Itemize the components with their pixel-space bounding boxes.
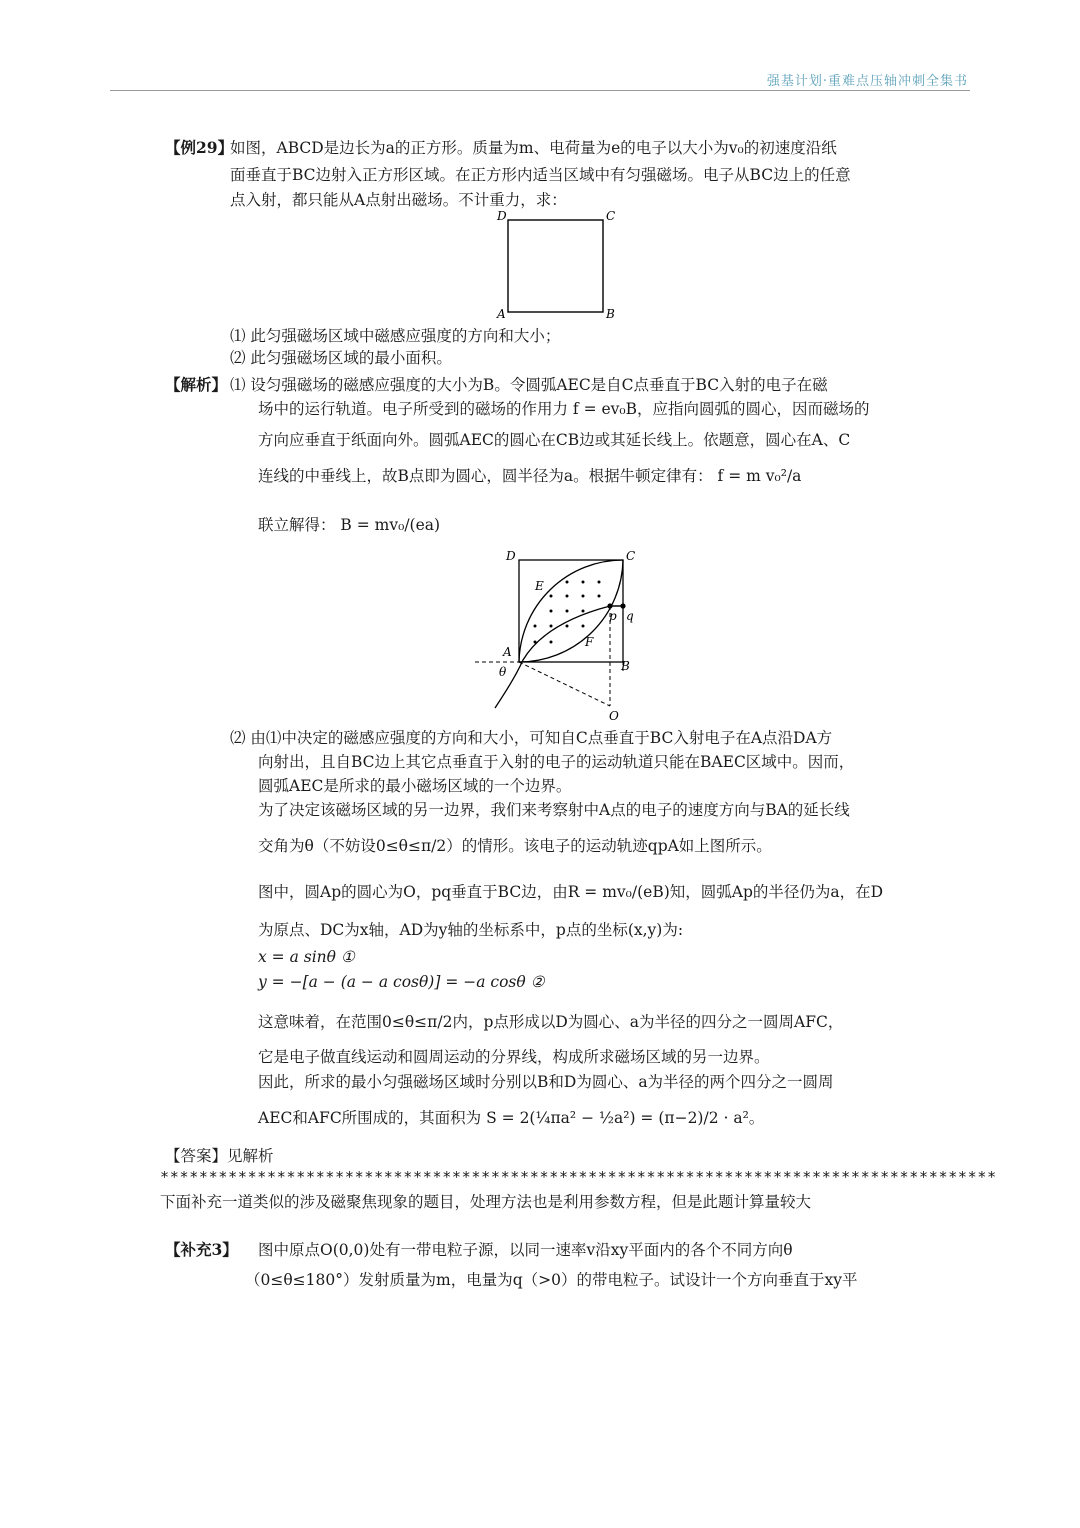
label-theta: θ: [499, 665, 507, 679]
label-c: C: [606, 209, 616, 223]
sol-p2-line-9: 它是电子做直线运动和圆周运动的分界线，构成所求磁场区域的另一边界。: [258, 1048, 770, 1066]
sol-p2-line-3: 圆弧AEC是所求的最小磁场区域的一个边界。: [258, 777, 572, 795]
trajectory-figure: [495, 548, 655, 728]
answer-line: 【答案】见解析: [165, 1147, 274, 1165]
arc-afc: [519, 560, 623, 662]
arc-aec: [519, 560, 623, 662]
star-divider: **************************************************************************************: [160, 1168, 997, 1186]
label-q: q: [626, 609, 634, 623]
label-b2: B: [621, 659, 630, 673]
supplement-line-1: 图中原点O(0,0)处有一带电粒子源，以同一速率v沿xy平面内的各个不同方向θ: [258, 1241, 793, 1259]
square-region: [519, 560, 623, 662]
sol-p2-line-4: 为了决定该磁场区域的另一边界，我们来考察射中A点的电子的速度方向与BA的延长线: [258, 801, 850, 819]
equation-1: x = a sinθ ①: [258, 948, 355, 966]
label-b: B: [606, 307, 615, 321]
label-d: D: [497, 209, 507, 223]
sol-p1-result: 联立解得： B = mv₀/(ea): [258, 516, 441, 534]
square-abcd: [508, 220, 603, 312]
label-f: F: [585, 635, 594, 649]
note-line: 下面补充一道类似的涉及磁聚焦现象的题目，处理方法也是利用参数方程，但是此题计算量较大: [160, 1193, 812, 1211]
label-d2: D: [506, 549, 516, 563]
sol-p2-line-6: 图中，圆Ap的圆心为O，pq垂直于BC边，由R = mv₀/(eB)知，圆弧Ap的半径仍为a，在D: [258, 883, 884, 901]
label-a2: A: [503, 645, 512, 659]
sol-p2-line-8: 这意味着，在范围0≤θ≤π/2内，p点形成以D为圆心、a为半径的四分之一圆周AFC，: [258, 1013, 844, 1031]
sol-p1-line-3: 方向应垂直于纸面向外。圆弧AEC的圆心在CB边或其延长线上。依题意，圆心在A、C: [258, 431, 851, 449]
equation-2: y = −[a − (a − a cosθ)] = −a cosθ ②: [258, 973, 545, 991]
label-a: A: [497, 307, 506, 321]
label-e: E: [535, 579, 544, 593]
example-line-1: 如图，ABCD是边长为a的正方形。质量为m、电荷量为e的电子以大小为v₀的初速度沿纸: [230, 139, 837, 157]
example-line-3: 点入射，都只能从A点射出磁场。不计重力，求：: [230, 191, 567, 209]
sol-p1-line-2: 场中的运行轨道。电子所受到的磁场的作用力 f = ev₀B，应指向圆弧的圆心，因而磁场的: [258, 400, 870, 418]
header-rule: [110, 90, 970, 91]
sol-p2-line-7: 为原点、DC为x轴，AD为y轴的坐标系中，p点的坐标(x,y)为:: [258, 921, 684, 939]
question-2: ⑵ 此匀强磁场区域的最小面积。: [230, 349, 452, 367]
sol-p2-line-2: 向射出，且自BC边上其它点垂直于入射的电子的运动轨道只能在BAEC区域中。因而，: [258, 753, 855, 771]
sol-p2-line-11: AEC和AFC所围成的，其面积为 S = 2(¼πa² − ½a²) = (π−2)/2 · a²。: [258, 1109, 765, 1127]
supplement-line-2: （0≤θ≤180°）发射质量为m，电量为q（>0）的带电粒子。试设计一个方向垂直于xy平: [245, 1271, 858, 1289]
square-figure: [495, 208, 635, 321]
solution-tag: 【解析】: [165, 375, 228, 394]
sol-p2-line-5: 交角为θ（不妨设0≤θ≤π/2）的情形。该电子的运动轨迹qpA如上图所示。: [258, 837, 772, 855]
sol-p1-line-1: ⑴ 设匀强磁场的磁感应强度的大小为B。令圆弧AEC是自C点垂直于BC入射的电子在磁: [230, 376, 828, 394]
label-o: O: [609, 709, 619, 723]
label-p: p: [609, 609, 617, 623]
trajectory-qpa: [495, 606, 623, 708]
label-c2: C: [626, 549, 636, 563]
point-q: [620, 603, 625, 608]
sol-p2-line-1: ⑵ 由⑴中决定的磁感应强度的方向和大小，可知自C点垂直于BC入射电子在A点沿DA方: [230, 729, 833, 747]
dashed-ao: [519, 662, 610, 706]
question-1: ⑴ 此匀强磁场区域中磁感应强度的方向和大小；: [230, 327, 561, 345]
example-line-2: 面垂直于BC边射入正方形区域。在正方形内适当区域中有匀强磁场。电子从BC边上的任意: [230, 166, 851, 184]
sol-p1-line-4: 连线的中垂线上，故B点即为圆心，圆半径为a。根据牛顿定律有： f = m v₀²/a: [258, 467, 802, 485]
running-header: 强基计划·重难点压轴冲刺全集书: [766, 74, 968, 89]
sol-p2-line-10: 因此，所求的最小匀强磁场区域时分别以B和D为圆心、a为半径的两个四分之一圆周: [258, 1073, 834, 1091]
example-tag: 【例29】: [165, 138, 234, 157]
supplement-tag: 【补充3】: [165, 1240, 238, 1259]
